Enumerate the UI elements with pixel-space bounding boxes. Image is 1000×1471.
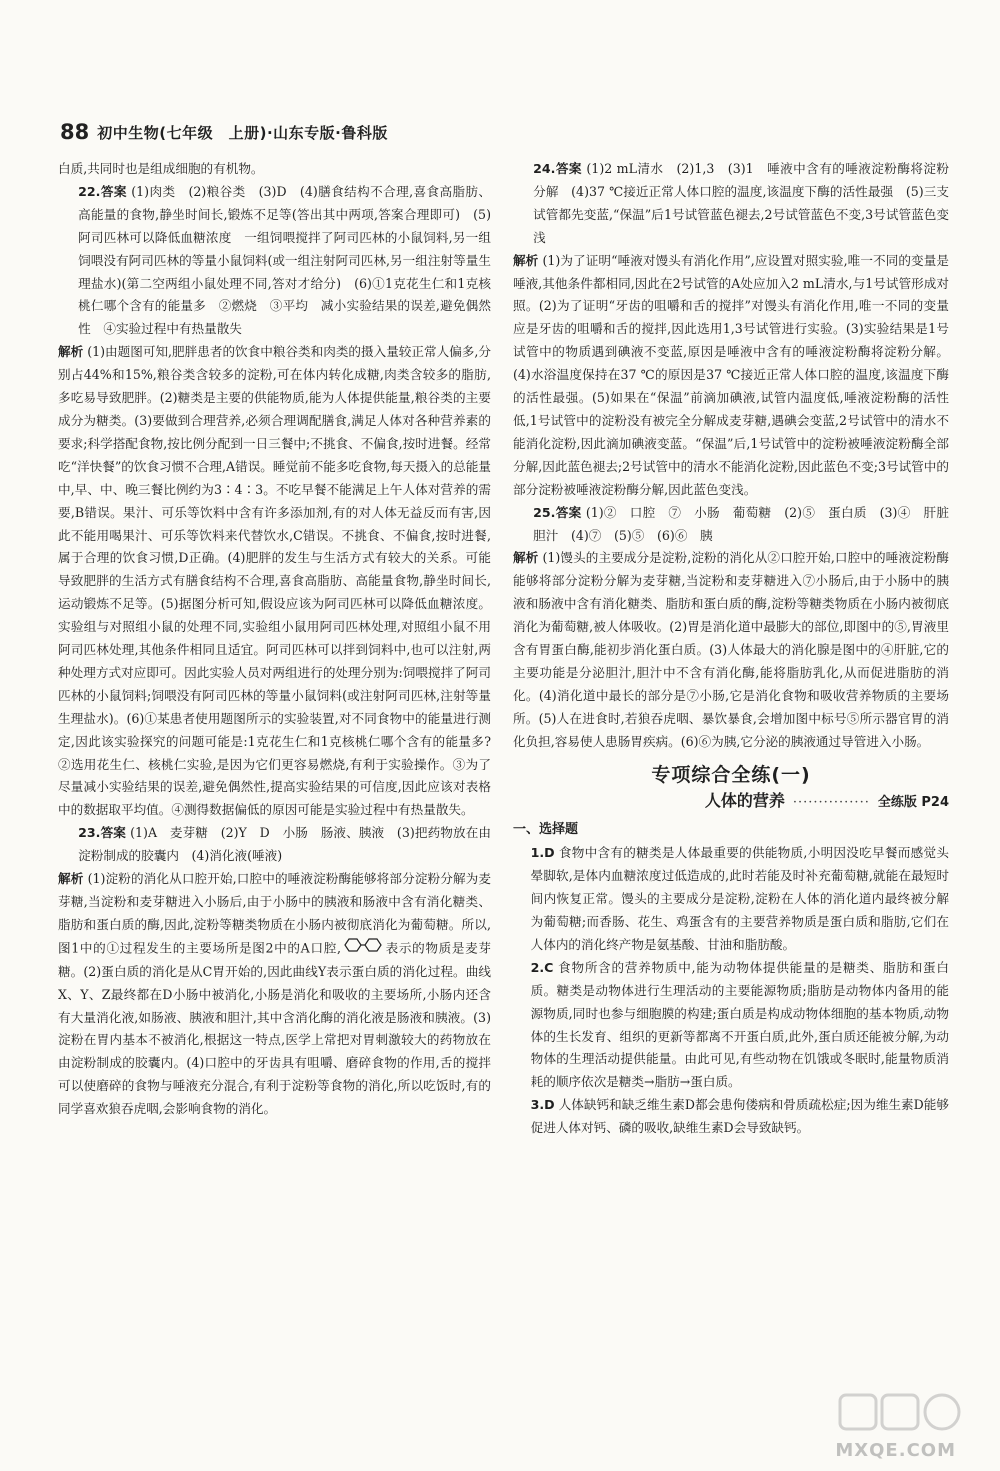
section-title: 专项综合全练(一) <box>651 763 811 786</box>
q24-explain-text: (1)为了证明“唾液对馒头有消化作用”,应设置对照实验,唯一不同的变量是唾液,其他条件都相同,因此在2号试管的A处应加入2 mL清水,与1号试管形成对照。(2)为了证明“牙齿的咀嚼和舌的搅拌”对馒头有消化作用,唯一不同的变量应是牙齿的咀嚼和舌的搅拌,因此选用1,3号试管进行实验。(3)实验结果是1号试管中的物质遇到碘液不变蓝,原因是唾液中含有的唾液淀粉酶将淀粉分解。(4)水浴温度保持在37 ℃的原因是37 ℃接近正常人体口腔的温度,该温度下酶的活性最强。(5)如果在“保温”前滴加碘液,试管内温度低,唾液淀粉酶的活性低,1号试管中的淀粉没有被完全分解成麦芽糖,遇碘会变蓝,2号试管中的清水不能消化淀粉,因此滴加碘液变蓝。“保温”后,1号试管中的淀粉被唾液淀粉酶全部分解,因此蓝色褪去;2号试管中的清水不能消化淀粉,因此蓝色不变;3号试管中的部分淀粉被唾液淀粉酶分解,因此蓝色变浅。 <box>513 252 949 497</box>
book-title: 初中生物(七年级 上册)·山东专版·鲁科版 <box>97 123 388 142</box>
leader-dots: ··············· <box>792 795 870 811</box>
q24-answer <box>513 158 949 250</box>
q25-explain-text: (1)馒头的主要成分是淀粉,淀粉的消化从②口腔开始,口腔中的唾液淀粉酶能够将部分淀粉分解为麦芽糖,当淀粉和麦芽糖进入⑦小肠后,由于小肠中的胰液和肠液中含有消化糖类、脂肪和蛋白质的酶,淀粉等糖类物质在小肠内被彻底消化为葡萄糖,被人体吸收。(2)胃是消化道中最膨大的部位,即图中的⑤,胃液里含有胃蛋白酶,能初步消化蛋白质。(3)人体最大的消化腺是图中的④肝脏,它的主要功能是分泌胆汁,胆汁中不含有消化酶,能将脂肪乳化,从而促进脂肪的消化。(4)消化道中最长的部分是⑦小肠,它是消化食物和吸收营养物质的主要场所。(5)人在进食时,若狼吞虎咽、暴饮暴食,会增加图中标号⑤所示器官胃的消化负担,容易使人患肠胃疾病。(6)⑥为胰,它分泌的胰液通过导管进入小肠。 <box>513 550 949 749</box>
q25-answer-tag: 答案 <box>555 504 582 520</box>
q25-number: 25. <box>533 504 556 520</box>
mc-item-3-number: 3.D <box>530 1097 555 1113</box>
mc-item-2-text: 食物所含的营养物质中,能为动物体提供能量的是糖类、脂肪和蛋白质。糖类是动物体进行生理活动的主要能源物质;脂肪是动物体内备用的能源物质,同时也参与细胞膜的构建;蛋白质是构成动物体细胞的基本物质,动物体的生长发育、组织的更新等都离不开蛋白质,此外,蛋白质还能被分解,为动物体的生理活动提供能量。由此可见,有些动物在饥饿或冬眠时,能量物质消耗的顺序依次是糖类→脂肪→蛋白质。 <box>530 959 949 1090</box>
q24-answer-text: (1)2 mL清水 (2)1,3 (3)1 唾液中含有的唾液淀粉酶将淀粉分解 (4)37 ℃接近正常人体口腔的温度,该温度下酶的活性最强 (5)三支试管都先变蓝,“保温”后1号试管蓝色褪去,2号试管蓝色不变,3号试管蓝色变浅 <box>533 161 949 245</box>
maltose-structure-icon <box>341 937 385 961</box>
left-column <box>58 158 491 1121</box>
continued-text: 白质,共同时也是组成细胞的有机物。 <box>58 161 264 176</box>
mc-item-1 <box>513 842 949 957</box>
q22-explain-tag: 解析 <box>58 344 84 360</box>
question-25 <box>513 502 962 754</box>
q23-explain-text-b: 表示的物质是麦芽糖。(2)蛋白质的消化是从C胃开始的,因此曲线Y表示蛋白质的消化过程。曲线X、Y、Z最终都在D小肠中被消化,小肠是消化和吸收的主要场所,小肠内还含有大量消化液,如肠液、胰液和胆汁,其中含消化酶的消化液是肠液和胰液。(3)淀粉在胃内基本不被消化,根据这一特点,医学上常把对胃刺激较大的药物放在由淀粉制成的胶囊内。(4)口腔中的牙齿具有咀嚼、磨碎食物的作用,舌的搅拌可以使磨碎的食物与唾液充分混合,有利于淀粉等食物的消化,所以吃饭时,有的同学喜欢狼吞虎咽,会影响食物的消化。 <box>58 940 492 1117</box>
question-22 <box>58 181 491 822</box>
page-reference: 全练版 P24 <box>877 795 949 811</box>
part-heading: 一、选择题 <box>513 822 579 838</box>
q25-explain-tag: 解析 <box>513 550 539 566</box>
q25-answer-text: (1)② 口腔 ⑦ 小肠 葡萄糖 (2)⑤ 蛋白质 (3)④ 肝脏 胆汁 (4)⑦ (5)⑤ (6)⑥ 胰 <box>533 504 962 543</box>
q22-answer <box>58 181 491 341</box>
q23-answer-tag: 答案 <box>100 825 126 841</box>
watermark-text: MXQE.COM <box>835 1440 956 1461</box>
q23-explain-tag: 解析 <box>58 871 84 887</box>
q22-number: 22. <box>78 183 101 199</box>
mc-item-1-number: 1.D <box>530 845 555 861</box>
q23-answer <box>58 822 491 868</box>
mc-item-2 <box>513 957 949 1094</box>
mc-item-2-number: 2.C <box>530 959 554 975</box>
q24-answer-tag: 答案 <box>555 161 582 176</box>
q23-explain <box>58 868 491 1121</box>
q22-explain <box>58 341 491 822</box>
section-subtitle-row <box>513 790 949 815</box>
mc-item-3 <box>513 1094 949 1140</box>
q22-answer-tag: 答案 <box>100 183 127 199</box>
right-column <box>513 158 962 1140</box>
q24-number: 24. <box>533 161 556 176</box>
q24-explain <box>513 250 949 502</box>
question-24 <box>513 158 949 502</box>
mc-item-1-text: 食物中含有的糖类是人体最重要的供能物质,小明因没吃早餐而感觉头晕脚软,是体内血糖浓度过低造成的,此时若能及时补充葡萄糖,就能在最短时间内恢复正常。馒头的主要成分是淀粉,淀粉在人体的消化道内最终被分解为葡萄糖;而香肠、花生、鸡蛋含有的主要营养物质是蛋白质和脂肪,它们在人体内的消化终产物是氨基酸、甘油和脂肪酸。 <box>530 845 949 952</box>
q22-explain-text: (1)由题图可知,肥胖患者的饮食中粮谷类和肉类的摄入量较正常人偏多,分别占44%和15%,粮谷类含较多的淀粉,可在体内转化成糖,肉类含较多的脂肪,多吃易导致肥胖。(2)糖类是主要的供能物质,能为人体提供能量,粮谷类的主要成分为糖类。(3)要做到合理营养,必须合理调配膳食,满足人体对各种营养素的要求;科学搭配食物,按比例分配到一日三餐中;不挑食、不偏食,按时进餐。经常吃“洋快餐”的饮食习惯不合理,A错误。睡觉前不能多吃食物,每天摄入的总能量中,早、中、晚三餐比例约为3∶4∶3。不吃早餐不能满足上午人体对营养的需要,B错误。果汁、可乐等饮料中含有许多添加剂,有的对人体无益反而有害,因此不能用喝果汁、可乐等饮料来代替饮水,C错误。不挑食、不偏食,按时进餐,属于合理的饮食习惯,D正确。(4)肥胖的发生与生活方式有较大的关系。可能导致肥胖的生活方式有膳食结构不合理,喜食高脂肪、高能量食物,静坐时间长,运动锻炼不足等。(5)据图分析可知,假设应该为阿司匹林可以降低血糖浓度。实验组与对照组小鼠的处理不同,实验组小鼠用阿司匹林处理,对照组小鼠不用阿司匹林处理,其他条件相同且适宜。阿司匹林可以拌到饲料中,也可以注射,两种处理方式对应即可。因此实验人员对两组进行的处理分别为:饲喂搅拌了阿司匹林的小鼠饲料;饲喂没有阿司匹林的等量小鼠饲料(或注射阿司匹林,注射等量生理盐水)。(6)①某患者使用题图所示的实验装置,对不同食物中的能量进行测定,因此该实验探究的问题可能是:1克花生仁和1克核桃仁哪个含有的能量多?②选用花生仁、核桃仁实验,是因为它们更容易燃烧,有利于实验操作。③为了尽量减小实验结果的误差,避免偶然性,提高实验结果的可信度,因此应该对表格中的数据取平均值。④测得数据偏低的原因可能是实验过程中有热量散失。 <box>58 344 491 818</box>
q24-explain-tag: 解析 <box>513 252 539 268</box>
q25-answer <box>513 502 962 548</box>
q23-explain-text-a: (1)淀粉的消化从口腔开始,口腔中的唾液淀粉酶能够将部分淀粉分解为麦芽糖,当淀粉和麦芽糖进入小肠后,由于小肠中的胰液和肠液中含有消化糖类、脂肪和蛋白质的酶,因此,淀粉等糖类物质在小肠内被彻底消化为葡萄糖。所以,图1中的①过程发生的主要场所是图2中的A口腔, <box>58 871 491 956</box>
q25-explain <box>513 547 949 753</box>
section-subtitle: 人体的营养 <box>704 791 785 811</box>
question-23 <box>58 822 491 1121</box>
q23-number: 23. <box>78 825 101 841</box>
page-header <box>60 120 388 144</box>
q23-answer-text: (1)A 麦芽糖 (2)Y D 小肠 肠液、胰液 (3)把药物放在由淀粉制成的胶囊内 (4)消化液(唾液) <box>78 825 491 864</box>
mc-item-3-text: 人体缺钙和缺乏维生素D都会患佝偻病和骨质疏松症;因为维生素D能够促进人体对钙、磷的吸收,缺维生素D会导致缺钙。 <box>530 1097 949 1136</box>
page-number: 88 <box>60 120 90 144</box>
q22-answer-text: (1)肉类 (2)粮谷类 (3)D (4)膳食结构不合理,喜食高脂肪、高能量的食物,静坐时间长,锻炼不足等(答出其中两项,答案合理即可) (5)阿司匹林可以降低血糖浓度 一组饲喂搅拌了阿司匹林的小鼠饲料,另一组饲喂没有阿司匹林的等量小鼠饲料(或一组注射阿司匹林,另一组注射等量生理盐水)(第二空两组小鼠处理不同,答对才给分) (6)①1克花生仁和1克核桃仁哪个含有的能量多 ②燃烧 ③平均 减小实验结果的误差,避免偶然性 ④实验过程中有热量散失 <box>78 183 491 337</box>
